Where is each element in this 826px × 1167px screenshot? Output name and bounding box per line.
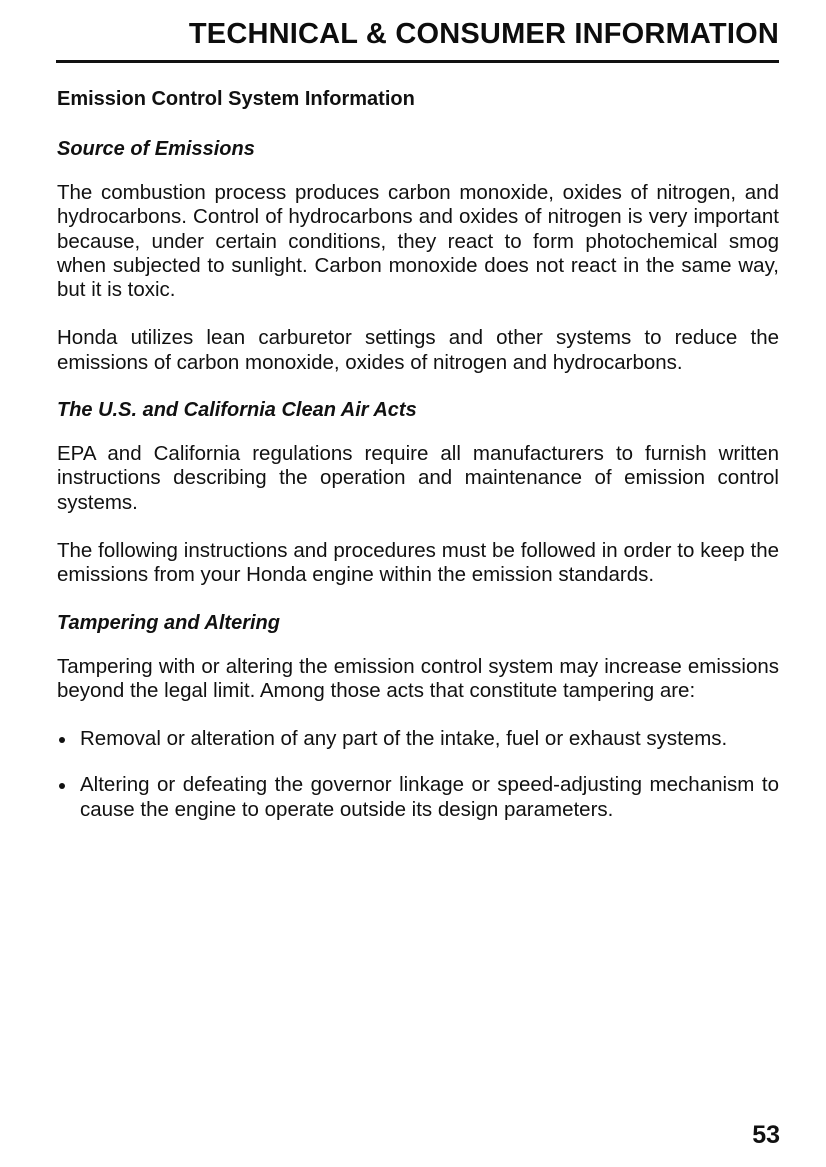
subheading-source-of-emissions: Source of Emissions: [57, 138, 255, 160]
list-item-text: Removal or alteration of any part of the intake, fuel or exhaust systems.: [80, 727, 728, 751]
list-item: [57, 773, 779, 822]
page-number: 53: [752, 1121, 780, 1149]
page-content: [57, 88, 779, 844]
paragraph-combustion: The combustion process produces carbon monoxide, oxides of nitrogen, and hydrocarbons. Control of hydrocarbons and oxides of nitrogen is very important because, under certain conditions, they react to form photochemical smog when subjected to sunlight. Carbon monoxide does not react in the same way, but it is toxic.: [57, 181, 779, 302]
subheading-tampering: Tampering and Altering: [57, 611, 280, 634]
tampering-list: [57, 727, 779, 822]
list-item: [57, 727, 779, 751]
bullet-icon: [59, 737, 65, 743]
paragraph-tampering-intro: Tampering with or altering the emission control system may increase emissions beyond the legal limit. Among those acts that constitute tampering are:: [57, 654, 779, 702]
section-title: Emission Control System Information: [57, 88, 415, 110]
page-header-title: TECHNICAL & CONSUMER INFORMATION: [188, 18, 779, 50]
bullet-icon: [59, 783, 65, 789]
header-divider: [56, 60, 779, 63]
paragraph-honda-lean-settings: Honda utilizes lean carburetor settings and other systems to reduce the emissions of carbon monoxide, oxides of nitrogen and hydrocarbons.: [57, 326, 779, 374]
list-item-text: Altering or defeating the governor linkage or speed-adjusting mechanism to cause the engine to operate outside its design parameters.: [80, 773, 779, 821]
paragraph-epa-regulations: EPA and California regulations require all manufacturers to furnish written instructions describing the operation and maintenance of emission control systems.: [57, 442, 779, 514]
subheading-clean-air-acts: The U.S. and California Clean Air Acts: [57, 399, 417, 422]
paragraph-instructions: The following instructions and procedures must be followed in order to keep the emissions from your Honda engine within the emission standards.: [57, 538, 779, 587]
